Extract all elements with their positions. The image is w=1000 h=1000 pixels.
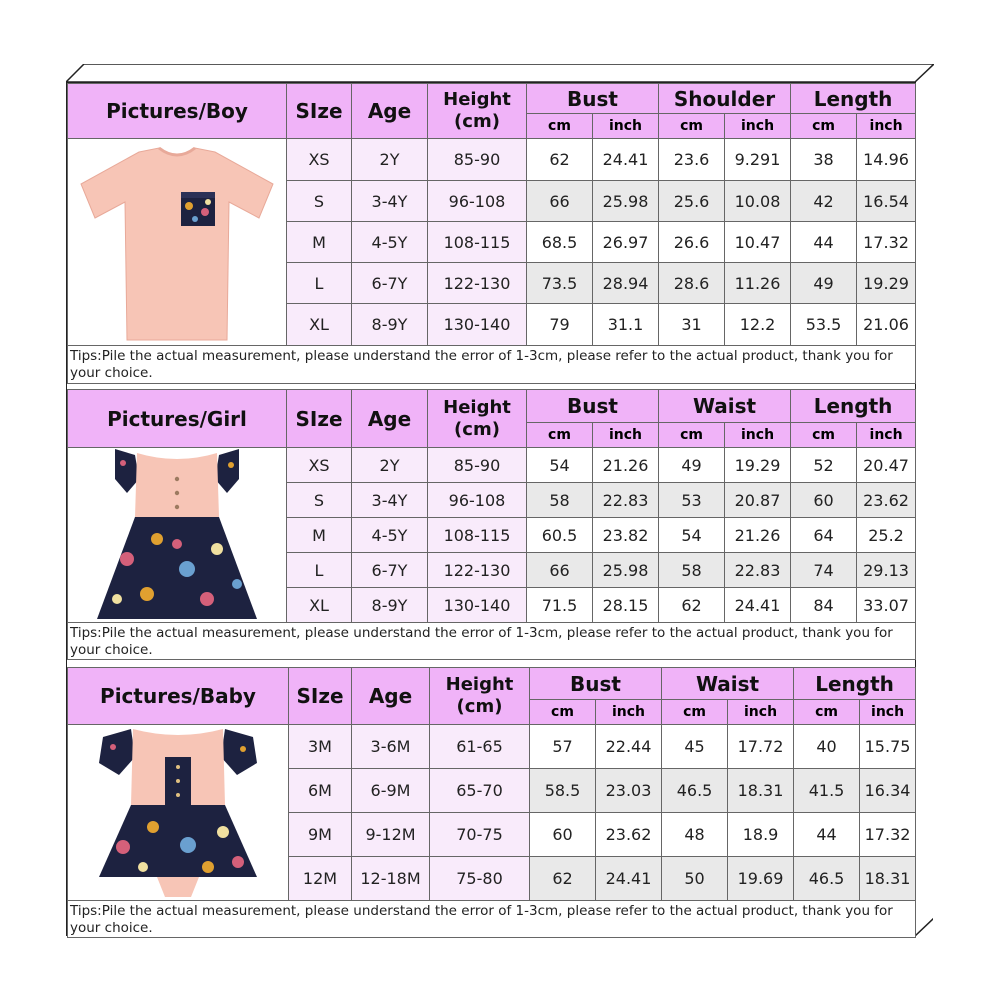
value-cell: 57: [530, 725, 596, 769]
table-row: [68, 725, 916, 769]
size-cell: M: [287, 518, 352, 553]
product-picture: [68, 725, 289, 901]
unit-header: inch: [593, 423, 659, 448]
size-cell: M: [287, 222, 352, 263]
value-cell: 58: [527, 483, 593, 518]
age-cell: 6-9M: [352, 769, 430, 813]
unit-header: inch: [725, 423, 791, 448]
unit-header: cm: [527, 423, 593, 448]
group-header: Bust: [527, 84, 659, 114]
age-header: Age: [352, 390, 428, 448]
height-cell: 96-108: [428, 181, 527, 222]
value-cell: 22.83: [593, 483, 659, 518]
value-cell: 23.03: [596, 769, 662, 813]
value-cell: 10.08: [725, 181, 791, 222]
value-cell: 23.6: [659, 139, 725, 181]
value-cell: 14.96: [857, 139, 916, 181]
value-cell: 53.5: [791, 304, 857, 346]
size-cell: 6M: [289, 769, 352, 813]
age-cell: 3-4Y: [352, 483, 428, 518]
value-cell: 23.82: [593, 518, 659, 553]
value-cell: 71.5: [527, 588, 593, 623]
group-header: Length: [791, 390, 916, 423]
unit-header: inch: [728, 700, 794, 725]
value-cell: 46.5: [662, 769, 728, 813]
table-row: [68, 139, 916, 181]
group-header: Shoulder: [659, 84, 791, 114]
value-cell: 17.32: [860, 813, 916, 857]
value-cell: 17.32: [857, 222, 916, 263]
size-header: SIze: [287, 390, 352, 448]
value-cell: 28.6: [659, 263, 725, 304]
height-cell: 108-115: [428, 518, 527, 553]
height-header: [428, 390, 527, 448]
size-cell: 3M: [289, 725, 352, 769]
value-cell: 25.2: [857, 518, 916, 553]
unit-header: cm: [791, 423, 857, 448]
value-cell: 62: [527, 139, 593, 181]
height-cell: 61-65: [430, 725, 530, 769]
value-cell: 21.06: [857, 304, 916, 346]
age-cell: 2Y: [352, 448, 428, 483]
size-cell: S: [287, 181, 352, 222]
value-cell: 58: [659, 553, 725, 588]
group-header: Length: [791, 84, 916, 114]
size-cell: S: [287, 483, 352, 518]
baby-size-table: [67, 667, 915, 938]
value-cell: 31.1: [593, 304, 659, 346]
height-cell: 85-90: [428, 139, 527, 181]
value-cell: 26.97: [593, 222, 659, 263]
size-cell: XL: [287, 588, 352, 623]
boy-size-table: [67, 83, 915, 384]
value-cell: 64: [791, 518, 857, 553]
group-header: Length: [794, 668, 916, 700]
age-header: Age: [352, 84, 428, 139]
unit-header: cm: [791, 114, 857, 139]
size-cell: 12M: [289, 857, 352, 901]
product-picture: [68, 448, 287, 623]
age-cell: 8-9Y: [352, 588, 428, 623]
value-cell: 16.34: [860, 769, 916, 813]
value-cell: 42: [791, 181, 857, 222]
unit-header: cm: [659, 114, 725, 139]
value-cell: 20.47: [857, 448, 916, 483]
unit-header: inch: [857, 423, 916, 448]
value-cell: 25.98: [593, 553, 659, 588]
value-cell: 66: [527, 181, 593, 222]
size-cell: XS: [287, 139, 352, 181]
value-cell: 62: [530, 857, 596, 901]
value-cell: 21.26: [725, 518, 791, 553]
value-cell: 62: [659, 588, 725, 623]
value-cell: 24.41: [596, 857, 662, 901]
value-cell: 50: [662, 857, 728, 901]
value-cell: 44: [791, 222, 857, 263]
value-cell: 23.62: [857, 483, 916, 518]
box-top-edge: [66, 64, 934, 82]
size-cell: XS: [287, 448, 352, 483]
value-cell: 28.94: [593, 263, 659, 304]
height-cell: 122-130: [428, 553, 527, 588]
unit-header: cm: [530, 700, 596, 725]
value-cell: 44: [794, 813, 860, 857]
unit-header: cm: [527, 114, 593, 139]
value-cell: 12.2: [725, 304, 791, 346]
size-chart-frame: [66, 82, 916, 936]
value-cell: 49: [791, 263, 857, 304]
value-cell: 22.83: [725, 553, 791, 588]
value-cell: 38: [791, 139, 857, 181]
height-cell: 70-75: [430, 813, 530, 857]
tips-text: Tips:Pile the actual measurement, please understand the error of 1-3cm, please refer to the actual product, thank you for your choice.: [68, 901, 916, 938]
pictures-header: Pictures/Baby: [68, 668, 289, 725]
age-cell: 4-5Y: [352, 222, 428, 263]
height-cell: 65-70: [430, 769, 530, 813]
unit-header: inch: [725, 114, 791, 139]
size-cell: L: [287, 553, 352, 588]
height-cell: 122-130: [428, 263, 527, 304]
value-cell: 79: [527, 304, 593, 346]
value-cell: 10.47: [725, 222, 791, 263]
age-cell: 8-9Y: [352, 304, 428, 346]
height-label: Height: [445, 674, 514, 695]
girl-dress-image: [87, 449, 267, 621]
height-label: Height: [443, 396, 511, 418]
value-cell: 9.291: [725, 139, 791, 181]
value-cell: 15.75: [860, 725, 916, 769]
value-cell: 18.31: [728, 769, 794, 813]
value-cell: 16.54: [857, 181, 916, 222]
value-cell: 54: [527, 448, 593, 483]
value-cell: 73.5: [527, 263, 593, 304]
unit-header: inch: [593, 114, 659, 139]
size-cell: 9M: [289, 813, 352, 857]
height-cell: 75-80: [430, 857, 530, 901]
product-picture: [68, 139, 287, 346]
age-header: Age: [352, 668, 430, 725]
value-cell: 48: [662, 813, 728, 857]
value-cell: 60: [530, 813, 596, 857]
unit-header: inch: [596, 700, 662, 725]
value-cell: 25.6: [659, 181, 725, 222]
boy-tshirt-image: [77, 142, 277, 342]
age-cell: 4-5Y: [352, 518, 428, 553]
value-cell: 22.44: [596, 725, 662, 769]
group-header: Waist: [659, 390, 791, 423]
value-cell: 84: [791, 588, 857, 623]
age-cell: 3-4Y: [352, 181, 428, 222]
size-header: SIze: [289, 668, 352, 725]
value-cell: 58.5: [530, 769, 596, 813]
height-cell: 85-90: [428, 448, 527, 483]
group-header: Bust: [527, 390, 659, 423]
value-cell: 45: [662, 725, 728, 769]
age-cell: 6-7Y: [352, 553, 428, 588]
unit-header: inch: [857, 114, 916, 139]
value-cell: 28.15: [593, 588, 659, 623]
value-cell: 11.26: [725, 263, 791, 304]
tips-text: Tips:Pile the actual measurement, please understand the error of 1-3cm, please refer to the actual product, thank you for your choice.: [68, 623, 916, 660]
height-unit: (cm): [454, 111, 500, 132]
height-header: [428, 84, 527, 139]
value-cell: 53: [659, 483, 725, 518]
value-cell: 31: [659, 304, 725, 346]
age-cell: 3-6M: [352, 725, 430, 769]
value-cell: 25.98: [593, 181, 659, 222]
value-cell: 74: [791, 553, 857, 588]
value-cell: 33.07: [857, 588, 916, 623]
value-cell: 19.29: [725, 448, 791, 483]
height-cell: 130-140: [428, 588, 527, 623]
value-cell: 18.31: [860, 857, 916, 901]
age-cell: 6-7Y: [352, 263, 428, 304]
age-cell: 12-18M: [352, 857, 430, 901]
size-cell: XL: [287, 304, 352, 346]
group-header: Waist: [662, 668, 794, 700]
girl-size-table: [67, 389, 915, 660]
height-header: [430, 668, 530, 725]
value-cell: 18.9: [728, 813, 794, 857]
size-header: SIze: [287, 84, 352, 139]
tips-text: Tips:Pile the actual measurement, please understand the error of 1-3cm, please refer to the actual product, thank you for your choice.: [68, 346, 916, 384]
value-cell: 29.13: [857, 553, 916, 588]
value-cell: 26.6: [659, 222, 725, 263]
unit-header: cm: [662, 700, 728, 725]
age-cell: 2Y: [352, 139, 428, 181]
value-cell: 60.5: [527, 518, 593, 553]
group-header: Bust: [530, 668, 662, 700]
height-cell: 130-140: [428, 304, 527, 346]
height-label: Height: [443, 89, 511, 110]
table-row: [68, 448, 916, 483]
value-cell: 54: [659, 518, 725, 553]
value-cell: 19.69: [728, 857, 794, 901]
value-cell: 66: [527, 553, 593, 588]
pictures-header: Pictures/Boy: [68, 84, 287, 139]
height-unit: (cm): [454, 418, 500, 440]
value-cell: 40: [794, 725, 860, 769]
unit-header: inch: [860, 700, 916, 725]
value-cell: 24.41: [593, 139, 659, 181]
value-cell: 52: [791, 448, 857, 483]
value-cell: 60: [791, 483, 857, 518]
value-cell: 24.41: [725, 588, 791, 623]
height-cell: 96-108: [428, 483, 527, 518]
value-cell: 20.87: [725, 483, 791, 518]
value-cell: 21.26: [593, 448, 659, 483]
value-cell: 19.29: [857, 263, 916, 304]
value-cell: 17.72: [728, 725, 794, 769]
age-cell: 9-12M: [352, 813, 430, 857]
size-cell: L: [287, 263, 352, 304]
baby-romper-image: [93, 727, 263, 899]
pictures-header: Pictures/Girl: [68, 390, 287, 448]
value-cell: 46.5: [794, 857, 860, 901]
value-cell: 49: [659, 448, 725, 483]
unit-header: cm: [659, 423, 725, 448]
value-cell: 23.62: [596, 813, 662, 857]
value-cell: 68.5: [527, 222, 593, 263]
value-cell: 41.5: [794, 769, 860, 813]
height-unit: (cm): [456, 696, 503, 717]
unit-header: cm: [794, 700, 860, 725]
height-cell: 108-115: [428, 222, 527, 263]
box-right-edge: [915, 64, 933, 936]
